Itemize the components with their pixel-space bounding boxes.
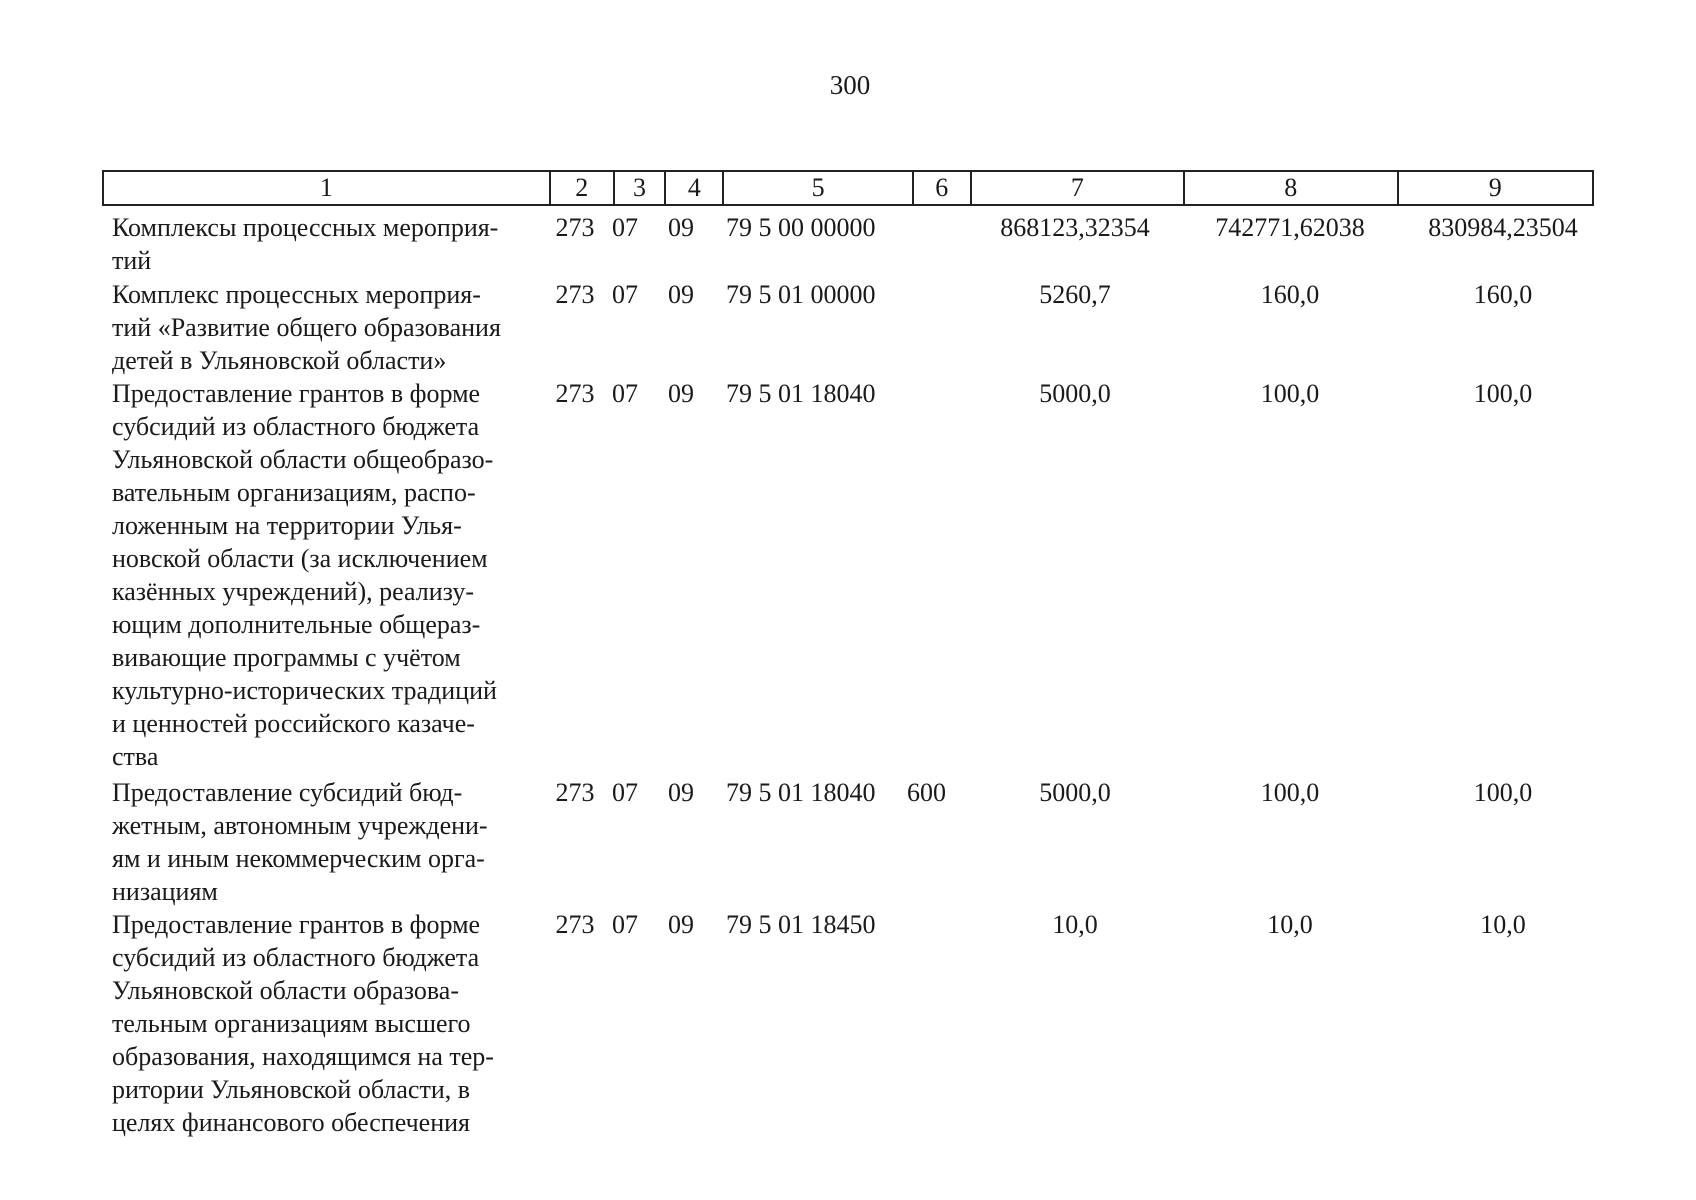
cell-col-7: 868123,32354	[1000, 213, 1150, 242]
row-description	[112, 211, 532, 277]
cell-col-7: 5000,0	[1039, 379, 1111, 408]
cell-col-5: 79 5 01 18450	[726, 910, 876, 939]
cell-col-2: 273	[555, 778, 595, 807]
cell-col-7: 10,0	[1052, 910, 1098, 939]
cell-col-4: 09	[668, 280, 694, 309]
description-line: тий «Развитие общего образования	[112, 313, 501, 342]
description-line: Комплекс процессных мероприя-	[112, 280, 481, 309]
cell-col-2: 273	[555, 280, 595, 309]
cell-col-4: 09	[668, 910, 694, 939]
cell-col-3: 07	[612, 379, 638, 408]
header-col-1: 1	[104, 172, 551, 204]
cell-col-4: 09	[668, 213, 694, 242]
cell-col-2: 273	[555, 379, 595, 408]
header-col-2: 2	[551, 172, 615, 204]
description-line: образования, находящимся на тер-	[112, 1042, 494, 1071]
cell-col-6: 600	[907, 778, 946, 807]
description-line: ющим дополнительные общераз-	[112, 610, 481, 639]
cell-col-7: 5260,7	[1039, 280, 1111, 309]
cell-col-8: 160,0	[1260, 280, 1320, 309]
cell-col-3: 07	[612, 280, 638, 309]
cell-col-8: 742771,62038	[1215, 213, 1365, 242]
row-description	[112, 776, 532, 908]
cell-col-9: 100,0	[1473, 379, 1533, 408]
header-col-9: 9	[1488, 173, 1502, 202]
cell-col-4: 09	[668, 379, 694, 408]
header-col-3: 3	[615, 172, 667, 204]
cell-col-5: 79 5 01 00000	[726, 280, 876, 309]
cell-col-9: 10,0	[1480, 910, 1526, 939]
description-line: субсидий из областного бюджета	[112, 412, 480, 441]
header-col-8: 8	[1185, 172, 1398, 204]
description-line: Ульяновской области образова-	[112, 976, 460, 1005]
description-line: Комплексы процессных мероприя-	[112, 213, 499, 242]
row-description	[112, 908, 532, 1139]
cell-col-3: 07	[612, 910, 638, 939]
description-line: Предоставление грантов в форме	[112, 910, 481, 939]
description-line: тий	[112, 246, 152, 275]
description-line: казённых учреждений), реализу-	[112, 577, 475, 606]
description-line: субсидий из областного бюджета	[112, 943, 480, 972]
description-line: детей в Ульяновской области»	[112, 346, 447, 375]
cell-col-4: 09	[668, 778, 694, 807]
description-line: ства	[112, 742, 159, 771]
cell-col-2: 273	[555, 910, 595, 939]
description-line: Ульяновской области общеобразо-	[112, 445, 494, 474]
cell-col-5: 79 5 01 18040	[726, 379, 876, 408]
description-line: культурно-исторических традиций	[112, 676, 497, 705]
description-line: вивающие программы с учётом	[112, 643, 461, 672]
cell-col-9: 160,0	[1473, 280, 1533, 309]
header-col-6: 6	[914, 172, 972, 204]
header-col-7: 7	[972, 172, 1185, 204]
description-line: целях финансового обеспечения	[112, 1108, 470, 1137]
cell-col-5: 79 5 01 18040	[726, 778, 876, 807]
description-line: новской области (за исключением	[112, 544, 488, 573]
cell-col-2: 273	[555, 213, 595, 242]
page-number: 300	[829, 70, 871, 100]
description-line: низациям	[112, 877, 218, 906]
description-line: ложенным на территории Улья-	[112, 511, 462, 540]
cell-col-9: 830984,23504	[1428, 213, 1578, 242]
description-line: ям и иным некоммерческим орга-	[112, 844, 485, 873]
cell-col-7: 5000,0	[1039, 778, 1111, 807]
row-description	[112, 278, 532, 377]
cell-col-8: 10,0	[1267, 910, 1313, 939]
row-description	[112, 377, 532, 773]
description-line: тельным организациям высшего	[112, 1009, 471, 1038]
cell-col-5: 79 5 00 00000	[726, 213, 876, 242]
cell-col-8: 100,0	[1260, 379, 1320, 408]
cell-col-3: 07	[612, 778, 638, 807]
cell-col-8: 100,0	[1260, 778, 1320, 807]
cell-col-9: 100,0	[1473, 778, 1533, 807]
description-line: Предоставление субсидий бюд-	[112, 778, 463, 807]
description-line: Предоставление грантов в форме	[112, 379, 481, 408]
description-line: жетным, автономным учреждени-	[112, 811, 488, 840]
description-line: вательным организациям, распо-	[112, 478, 476, 507]
description-line: ритории Ульяновской области, в	[112, 1075, 471, 1104]
header-col-4: 4	[666, 172, 724, 204]
description-line: и ценностей российского казаче-	[112, 709, 475, 738]
cell-col-3: 07	[612, 213, 638, 242]
header-col-5: 5	[724, 172, 913, 204]
